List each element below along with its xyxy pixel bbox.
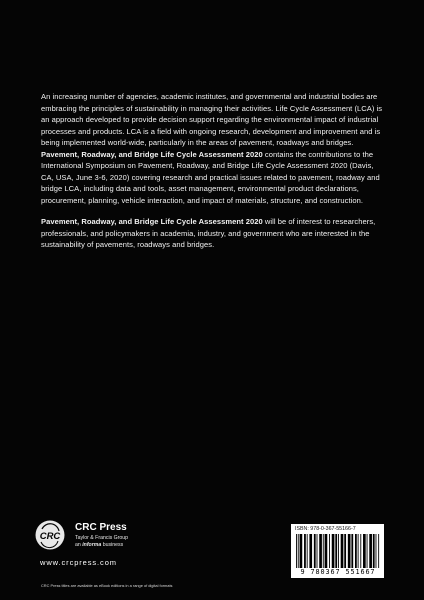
book-title-inline-2: Pavement, Roadway, and Bridge Life Cycle Assessment 2020 bbox=[41, 217, 263, 226]
barcode-bar bbox=[325, 534, 328, 568]
paragraph-2-body: will be of interest to researchers, professionals, and policymakers in academia, industry, and government who are interested in the sustainability of pavements, roadways and bridges. bbox=[41, 217, 376, 249]
business-brand: informa bbox=[82, 542, 102, 548]
isbn-barcode-box bbox=[291, 524, 384, 578]
barcode-bar bbox=[348, 534, 351, 568]
barcode-bar bbox=[323, 534, 324, 568]
barcode-bar bbox=[309, 534, 312, 568]
barcode-bar bbox=[367, 534, 368, 568]
business-prefix: an bbox=[75, 542, 83, 548]
barcode-bar bbox=[373, 534, 375, 568]
publisher-block bbox=[35, 520, 215, 580]
paragraph-1-intro: An increasing number of agencies, academic institutes, and governmental and industrial bodies are embracing the principles of sustainability in managing their activities. Life Cycle Assessment (LCA) is an approach developed to provide decision support regarding the environmental impact of industrial processes and products. LCA is a field with ongoing research, development and improvement and is being implemented world-wide, particularly in the areas of pavement, roadways and bridges. bbox=[41, 92, 383, 147]
barcode-bar bbox=[298, 534, 299, 568]
barcode-bar bbox=[317, 534, 318, 568]
svg-text:CRC: CRC bbox=[39, 531, 61, 542]
barcode-bar bbox=[363, 534, 366, 568]
barcode-bar bbox=[307, 534, 308, 568]
barcode-bar bbox=[332, 534, 335, 568]
barcode-bar bbox=[304, 534, 306, 568]
book-title-inline: Pavement, Roadway, and Bridge Life Cycle Assessment 2020 bbox=[41, 149, 263, 159]
isbn-digits: 9 780367 551667 bbox=[300, 568, 376, 576]
barcode-bar bbox=[314, 534, 316, 568]
barcode-bar bbox=[378, 534, 379, 568]
description-paragraph-1 bbox=[41, 91, 386, 206]
barcode-bar bbox=[344, 534, 346, 568]
publisher-name: CRC Press bbox=[75, 522, 127, 533]
barcode-bar bbox=[338, 534, 339, 568]
barcode-bar bbox=[319, 534, 322, 568]
business-suffix: business bbox=[101, 542, 124, 548]
barcode-bar bbox=[376, 534, 377, 568]
isbn-label: ISBN: 978-0-367-55166-7 bbox=[295, 526, 356, 532]
barcode-bar bbox=[351, 534, 353, 568]
barcode-bar bbox=[358, 534, 359, 568]
barcode-bar bbox=[355, 534, 357, 568]
publisher-group: Taylor & Francis Group bbox=[75, 535, 129, 541]
description-paragraph-2 bbox=[41, 216, 386, 251]
barcode-bar bbox=[300, 534, 303, 568]
barcode-bar bbox=[296, 534, 297, 568]
barcode-bar bbox=[335, 534, 337, 568]
barcode-bar bbox=[369, 534, 372, 568]
barcode-bar bbox=[341, 534, 344, 568]
barcode-bar bbox=[360, 534, 361, 568]
paragraph-1-body: contains the contributions to the International Symposium on Pavement, Roadway, and Bridge Life Cycle Assessment 2020 (Davis, CA, USA, June 3-6, 2020) covering research and practical issues related to pavement, roadway and bridge LCA, including data and tools, asset management, environmental product declarations, procurement, planning, vehicle interaction, and impact of materials, structure, and construction. bbox=[41, 149, 380, 205]
publisher-business bbox=[75, 542, 123, 548]
description-text bbox=[41, 91, 386, 261]
barcode-icon bbox=[296, 534, 380, 568]
crc-logo-icon bbox=[35, 520, 65, 550]
barcode-bar bbox=[329, 534, 330, 568]
ebook-note: CRC Press titles are available as eBook editions in a range of digital formats bbox=[41, 583, 173, 588]
publisher-url[interactable]: www.crcpress.com bbox=[40, 558, 117, 567]
